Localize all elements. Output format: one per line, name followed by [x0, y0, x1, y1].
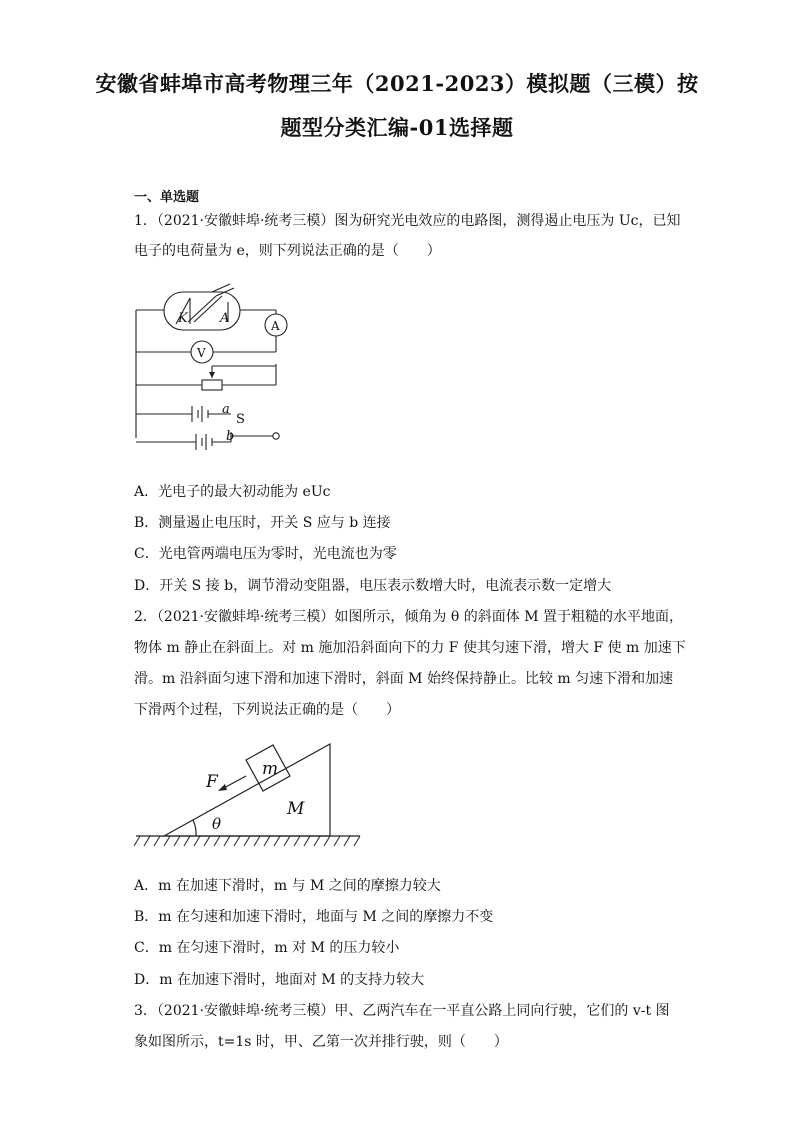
label-a: a	[222, 402, 230, 417]
incline-block	[164, 744, 330, 836]
label-K: K	[178, 311, 188, 326]
q2-stem-line3: 滑。m 沿斜面匀速下滑和加速下滑时，斜面 M 始终保持静止。比较 m 匀速下滑和加速	[134, 671, 674, 687]
document-title-line2: 题型分类汇编-01选择题	[280, 115, 514, 140]
q1-stem-line1: 1．（2021·安徽蚌埠·统考三模）图为研究光电效应的电路图，测得遏止电压为 Uc，已知	[134, 213, 681, 229]
label-m: m	[262, 759, 279, 779]
photoelectric-circuit-diagram	[128, 282, 298, 462]
q1-stem-line2: 电子的电荷量为 e，则下列说法正确的是（ ）	[134, 243, 441, 259]
label-A-anode: A	[220, 311, 230, 326]
incline-diagram	[134, 732, 364, 854]
voltmeter-label: V	[197, 346, 206, 360]
label-M: M	[287, 799, 305, 819]
q2-option-c: C．m 在匀速下滑时，m 对 M 的压力较小	[134, 940, 400, 956]
q3-stem-line2: 象如图所示，t=1s 时，甲、乙第一次并排行驶，则（ ）	[134, 1034, 508, 1050]
section-heading: 一、单选题	[134, 190, 200, 205]
slider-arrow	[209, 372, 215, 378]
q2-stem-line2: 物体 m 静止在斜面上。对 m 施加沿斜面向下的力 F 使其匀速下滑，增大 F 使 m 加速下	[134, 640, 686, 656]
label-theta: θ	[212, 815, 222, 833]
label-S: S	[236, 412, 245, 427]
document-title-line1: 安徽省蚌埠市高考物理三年（2021-2023）模拟题（三模）按	[95, 71, 699, 96]
q1-option-c: C．光电管两端电压为零时，光电流也为零	[134, 546, 397, 562]
q2-option-b: B．m 在匀速和加速下滑时，地面与 M 之间的摩擦力不变	[134, 909, 494, 925]
label-b: b	[226, 429, 235, 444]
q3-stem-line1: 3．（2021·安徽蚌埠·统考三模）甲、乙两汽车在一平直公路上同向行驶，它们的 v-t 图	[134, 1003, 670, 1019]
q2-stem-line1: 2．（2021·安徽蚌埠·统考三模）如图所示，倾角为 θ 的斜面体 M 置于粗糙的水平地面，	[134, 609, 683, 625]
q1-option-d: D．开关 S 接 b，调节滑动变阻器，电压表示数增大时，电流表示数一定增大	[134, 578, 612, 594]
ground-hatching	[134, 836, 360, 846]
label-F: F	[206, 772, 218, 792]
ammeter-label: A	[271, 319, 280, 333]
q1-option-a: A．光电子的最大初动能为 eUc	[134, 484, 331, 500]
q2-option-d: D．m 在加速下滑时，地面对 M 的支持力较大	[134, 972, 425, 988]
q2-stem-line4: 下滑两个过程，下列说法正确的是（ ）	[134, 702, 400, 718]
q2-option-a: A．m 在加速下滑时，m 与 M 之间的摩擦力较大	[134, 878, 441, 894]
q1-option-b: B．测量遏止电压时，开关 S 应与 b 连接	[134, 515, 391, 531]
